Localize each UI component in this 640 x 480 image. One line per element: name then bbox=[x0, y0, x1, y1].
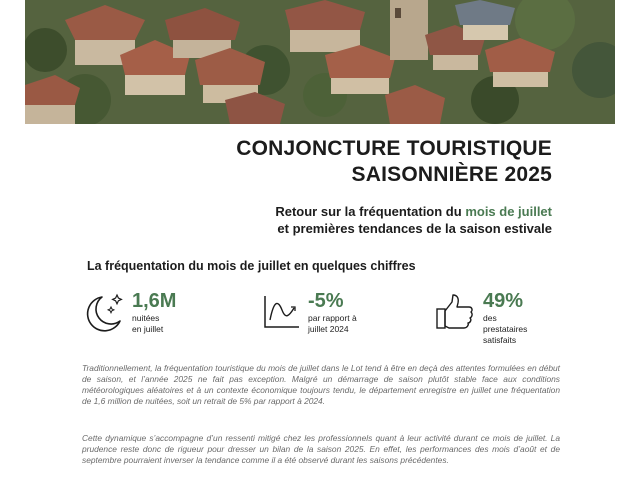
subtitle-line-2: et premières tendances de la saison estivale bbox=[277, 221, 552, 236]
kpi-label-line-2: en juillet bbox=[132, 324, 164, 334]
subtitle-line-1 bbox=[275, 203, 552, 220]
body-paragraph-1: Traditionnellement, la fréquentation touristique du mois de juillet dans le Lot tend à être en deçà des attentes formulées en début de saison, et l’année 2025 ne fait pas exception. Malgré un démarrage de saison plutôt stable face aux conditions météorologiques aléatoires et à un contexte économique toujours tendu, le département enregistre en juillet une fréquentation de 1,6 million de nuitées, soit un retrait de 5% par rapport à 2024. bbox=[82, 363, 560, 406]
page-title bbox=[236, 136, 552, 188]
title-line-2: SAISONNIÈRE 2025 bbox=[351, 163, 552, 186]
kpi-evolution bbox=[308, 290, 357, 334]
moon-stars-icon bbox=[80, 291, 128, 333]
kpi-value: -5% bbox=[308, 290, 344, 312]
kpi-label-line-3: satisfaits bbox=[483, 335, 517, 345]
header-photo bbox=[25, 0, 615, 124]
kpi-satisfaction bbox=[483, 290, 527, 345]
section-heading: La fréquentation du mois de juillet en quelques chiffres bbox=[87, 259, 416, 273]
kpi-label-line-1: des bbox=[483, 313, 497, 323]
title-line-1: CONJONCTURE TOURISTIQUE bbox=[236, 137, 552, 160]
thumbs-up-icon bbox=[434, 292, 476, 332]
kpi-label-line-2: juillet 2024 bbox=[308, 324, 349, 334]
trend-chart-icon bbox=[262, 294, 302, 330]
kpi-nuitees bbox=[132, 290, 176, 334]
subtitle-text: Retour sur la fréquentation du bbox=[275, 204, 466, 219]
body-paragraph-2: Cette dynamique s’accompagne d’un ressenti mitigé chez les professionnels quant à leur activité durant ce mois de juillet. La prudence reste donc de rigueur pour dresser un bilan de la saison 2025. En effet, les performances des mois d’août et de septembre pourraient inverser la tendance comme il a été observé durant les saisons précédentes. bbox=[82, 433, 560, 465]
kpi-label-line-1: par rapport à bbox=[308, 313, 357, 323]
kpi-value: 49% bbox=[483, 290, 524, 312]
subtitle-highlight: mois de juillet bbox=[465, 204, 552, 219]
subtitle bbox=[275, 203, 552, 237]
kpi-label-line-1: nuitées bbox=[132, 313, 160, 323]
village-rooftops-illustration bbox=[25, 0, 615, 124]
kpi-value: 1,6M bbox=[132, 290, 177, 312]
kpi-label-line-2: prestataires bbox=[483, 324, 528, 334]
